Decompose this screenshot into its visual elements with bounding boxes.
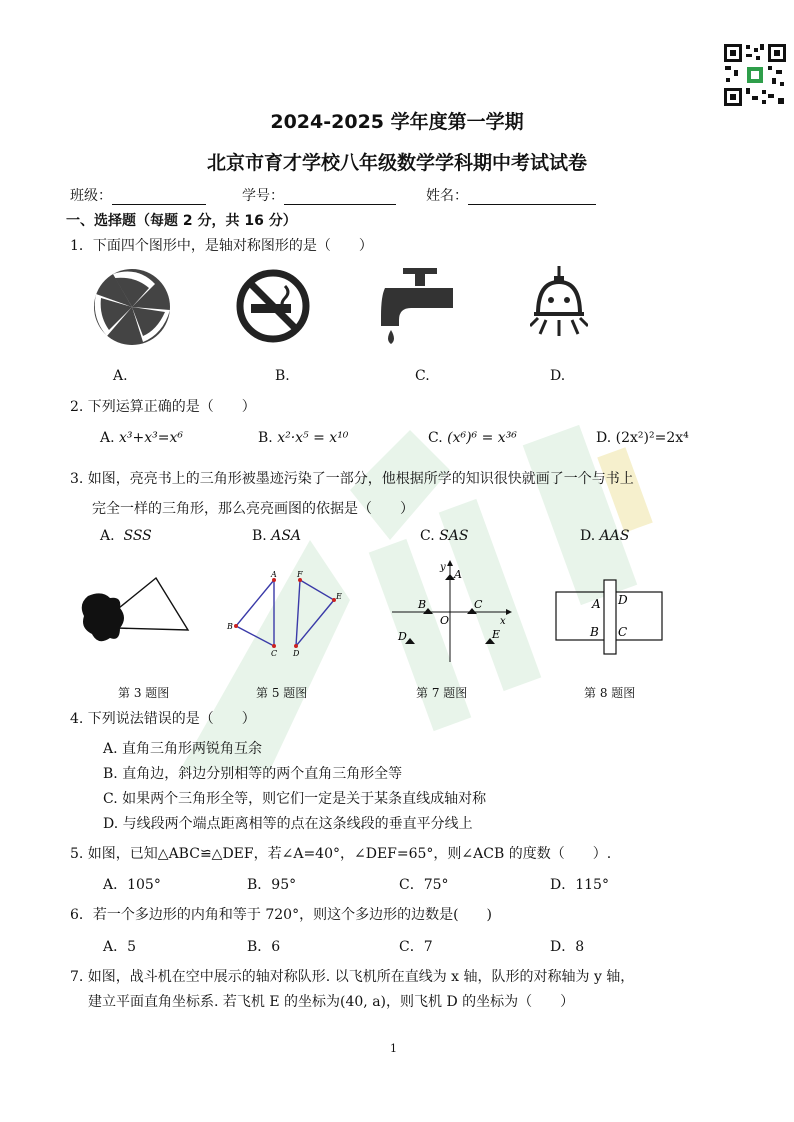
q3-option-c-text: SAS xyxy=(439,528,469,544)
q3-option-a[interactable] xyxy=(100,528,152,544)
q2-option-b-expr: x²·x⁵ = x¹⁰ xyxy=(277,430,349,446)
q5-option-a[interactable]: A．105° xyxy=(103,877,161,893)
name-label: 姓名： xyxy=(426,188,468,204)
q3-option-c[interactable] xyxy=(420,528,468,544)
caption-q8: 第 8 题图 xyxy=(584,686,636,700)
q6-option-c[interactable]: C．7 xyxy=(399,939,433,955)
class-blank[interactable] xyxy=(112,190,206,205)
fig8-label-d: D xyxy=(618,593,628,607)
q2-stem: 2. 下列运算正确的是（ ） xyxy=(70,399,256,415)
q3-option-b-label: B. xyxy=(252,528,267,544)
q4-option-a[interactable]: A. 直角三角形两锐角互余 xyxy=(103,741,263,757)
name-blank[interactable] xyxy=(468,190,596,205)
section-heading: 一、选择题（每题 2 分，共 16 分） xyxy=(66,213,297,229)
caption-q3: 第 3 题图 xyxy=(118,686,170,700)
q1-option-d[interactable]: D. xyxy=(550,368,566,384)
faucet-icon xyxy=(375,266,457,346)
fig8-label-b: B xyxy=(590,625,599,639)
qr-code xyxy=(722,42,788,108)
q1-option-c[interactable]: C. xyxy=(415,368,430,384)
q3-option-a-text: SSS xyxy=(123,528,152,544)
figure-q7-planes xyxy=(388,558,514,666)
q3-option-d-label: D. xyxy=(580,528,596,544)
q2-option-c-label: C. xyxy=(428,430,443,446)
fig7-label-y: y xyxy=(440,562,446,573)
q3-option-b[interactable] xyxy=(252,528,301,544)
fig7-label-a: A xyxy=(454,568,462,581)
fig7-label-o: O xyxy=(440,614,450,627)
q1-option-a[interactable]: A. xyxy=(113,368,128,384)
q1-stem: 1．下面四个图形中，是轴对称图形的是（ ） xyxy=(70,238,373,254)
q3-stem-line1: 3. 如图，亮亮书上的三角形被墨迹污染了一部分，他根据所学的知识很快就画了一个与书上 xyxy=(70,471,634,487)
caption-q7: 第 7 题图 xyxy=(416,686,468,700)
q5-stem: 5. 如图，已知△ABC≌△DEF，若∠A=40°，∠DEF=65°，则∠ACB 的度数（ ）. xyxy=(70,846,612,862)
fig5-label-f: F xyxy=(297,570,303,579)
q3-option-b-text: ASA xyxy=(271,528,302,544)
figure-q3-inked-triangle xyxy=(76,572,196,652)
q4-stem: 4. 下列说法错误的是（ ） xyxy=(70,711,256,727)
figure-q8-rectangles xyxy=(554,578,666,658)
q2-option-d[interactable] xyxy=(596,430,689,446)
q3-option-d-text: AAS xyxy=(599,528,630,544)
fig7-label-x: x xyxy=(500,616,506,627)
q3-stem-line2: 完全一样的三角形，那么亮亮画图的依据是（ ） xyxy=(92,501,414,517)
q2-option-c[interactable] xyxy=(428,430,517,446)
q6-stem: 6．若一个多边形的内角和等于 720°，则这个多边形的边数是( ) xyxy=(70,907,493,923)
fig5-label-e: E xyxy=(336,592,342,601)
q6-option-a[interactable]: A．5 xyxy=(103,939,137,955)
q4-option-d[interactable]: D. 与线段两个端点距离相等的点在这条线段的垂直平分线上 xyxy=(103,816,473,832)
page-number: 1 xyxy=(390,1042,397,1055)
q1-option-b[interactable]: B. xyxy=(275,368,290,384)
q2-option-a-expr: x³+x³=x⁶ xyxy=(119,430,183,446)
no-smoking-icon xyxy=(235,268,311,344)
fig7-label-c: C xyxy=(474,598,483,611)
fig8-label-a: A xyxy=(592,597,601,611)
q2-option-a[interactable] xyxy=(100,430,183,446)
fig5-label-b: B xyxy=(227,622,233,631)
q4-option-c[interactable]: C. 如果两个三角形全等，则它们一定是关于某条直线成轴对称 xyxy=(103,791,487,807)
q2-option-a-label: A. xyxy=(100,430,115,446)
q3-option-d[interactable] xyxy=(580,528,629,544)
q2-option-b[interactable] xyxy=(258,430,348,446)
name-field[interactable] xyxy=(426,185,596,205)
q6-option-d[interactable]: D．8 xyxy=(550,939,585,955)
q2-option-b-label: B. xyxy=(258,430,273,446)
q5-option-b[interactable]: B．95° xyxy=(247,877,297,893)
q2-option-d-expr: (2x²)²=2x⁴ xyxy=(615,430,689,446)
q4-option-b[interactable]: B. 直角边，斜边分别相等的两个直角三角形全等 xyxy=(103,766,403,782)
q7-stem-line2: 建立平面直角坐标系. 若飞机 E 的坐标为(40, a)，则飞机 D 的坐标为（ ） xyxy=(88,994,575,1010)
q3-option-a-label: A. xyxy=(100,528,115,544)
lamp-icon xyxy=(530,266,588,346)
q5-option-c[interactable]: C．75° xyxy=(399,877,449,893)
fig7-label-e: E xyxy=(492,628,501,641)
student-id-blank[interactable] xyxy=(284,190,396,205)
fig5-label-c: C xyxy=(271,649,278,658)
q2-option-c-expr: (x⁶)⁶ = x³⁶ xyxy=(447,430,517,446)
fig7-label-d: D xyxy=(398,630,407,643)
q3-option-c-label: C. xyxy=(420,528,435,544)
fig7-label-b: B xyxy=(418,598,427,611)
class-field[interactable] xyxy=(70,185,206,205)
fig5-label-a: A xyxy=(271,570,277,579)
q7-stem-line1: 7. 如图，战斗机在空中展示的轴对称队形. 以飞机所在直线为 x 轴，队形的对称轴为 y 轴， xyxy=(70,969,635,985)
three-blade-logo-icon xyxy=(93,268,171,346)
student-id-field[interactable] xyxy=(242,185,396,205)
q5-option-d[interactable]: D．115° xyxy=(550,877,609,893)
q2-option-d-label: D. xyxy=(596,430,612,446)
exam-term-title: 2024-2025 学年度第一学期 xyxy=(270,111,524,133)
fig5-label-d: D xyxy=(293,649,300,658)
q6-option-b[interactable]: B．6 xyxy=(247,939,281,955)
caption-q5: 第 5 题图 xyxy=(256,686,308,700)
class-label: 班级： xyxy=(70,188,112,204)
student-id-label: 学号： xyxy=(242,188,284,204)
exam-title: 北京市育才学校八年级数学学科期中考试试卷 xyxy=(206,152,587,174)
figure-q5-triangles xyxy=(224,568,350,658)
fig8-label-c: C xyxy=(618,625,628,639)
